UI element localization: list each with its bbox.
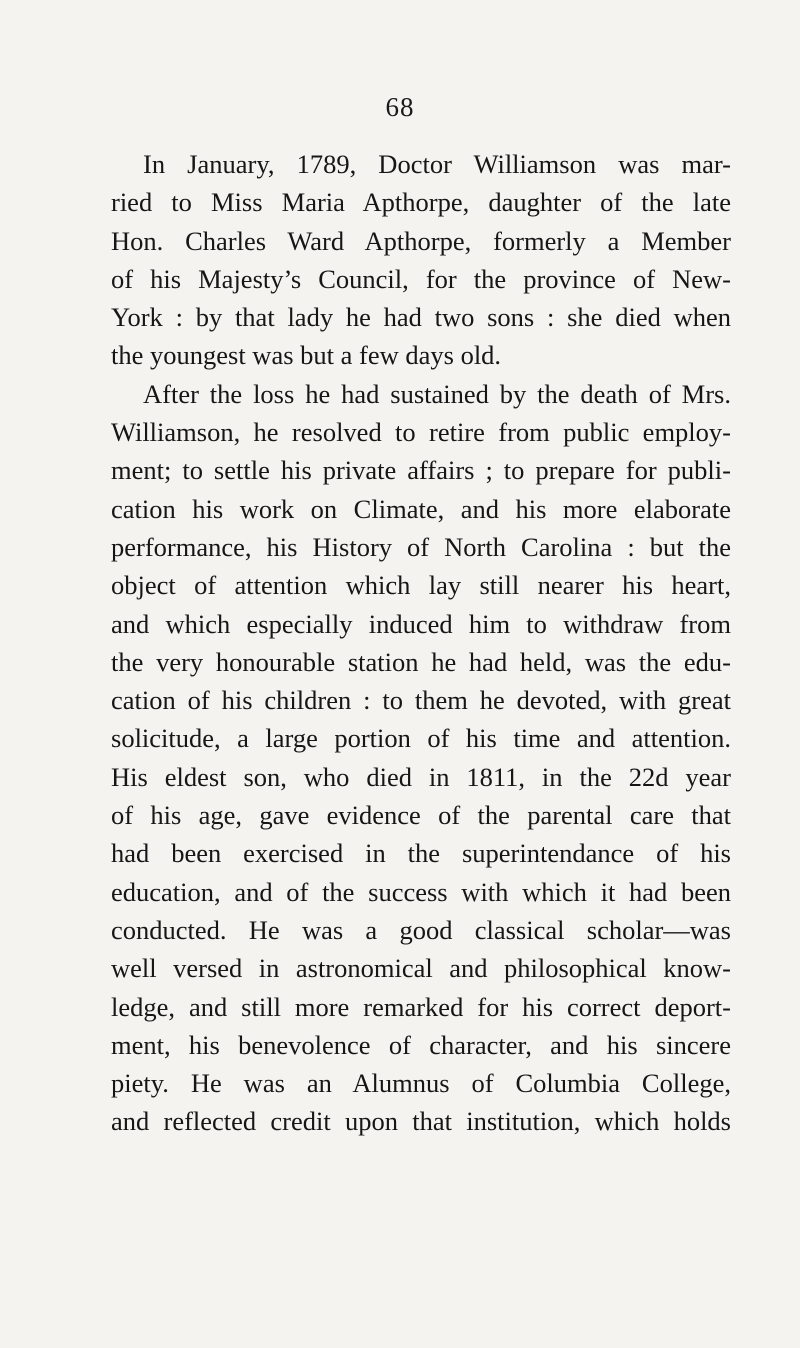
text-line: education, and of the success with which it had been: [111, 876, 731, 907]
text-line: cation his work on Climate, and his more elaborate: [111, 493, 731, 524]
text-line: His eldest son, who died in 1811, in the 22d year: [111, 761, 731, 792]
text-line: ried to Miss Maria Apthorpe, daughter of the late: [111, 187, 731, 218]
page-number: 68: [385, 92, 415, 122]
text-line: ment; to settle his private affairs ; to prepare for publi-: [111, 455, 731, 486]
text-line: performance, his History of North Carolina : but the: [111, 531, 731, 562]
text-line: ledge, and still more remarked for his correct deport-: [111, 991, 731, 1022]
text-line: and reflected credit upon that institution, which holds: [111, 1106, 731, 1137]
text-line: the very honourable station he had held, was the edu-: [111, 646, 731, 677]
text-line: Hon. Charles Ward Apthorpe, formerly a Member: [111, 225, 731, 256]
text-line: ment, his benevolence of character, and his sincere: [111, 1029, 731, 1060]
text-line: of his Majesty’s Council, for the province of New-: [111, 263, 731, 294]
text-line: Williamson, he resolved to retire from public employ-: [111, 417, 731, 448]
text-line: and which especially induced him to withdraw from: [111, 608, 731, 639]
text-line: object of attention which lay still nearer his heart,: [111, 570, 731, 601]
text-line: solicitude, a large portion of his time and attention.: [111, 723, 731, 754]
text-line: piety. He was an Alumnus of Columbia College,: [111, 1068, 731, 1099]
text-line: of his age, gave evidence of the parental care that: [111, 800, 731, 831]
text-line: In January, 1789, Doctor Williamson was mar-: [143, 149, 731, 179]
text-line: conducted. He was a good classical scholar—was: [111, 914, 731, 945]
text-line: had been exercised in the superintendance of his: [111, 838, 731, 869]
body-text: [111, 145, 731, 1141]
text-line: well versed in astronomical and philosophical know-: [111, 953, 731, 984]
text-line: York : by that lady he had two sons : she died when: [111, 302, 731, 333]
text-line: After the loss he had sustained by the death of Mrs.: [143, 378, 731, 409]
text-line: the youngest was but a few days old.: [111, 340, 502, 371]
text-line: cation of his children : to them he devoted, with great: [111, 685, 731, 716]
